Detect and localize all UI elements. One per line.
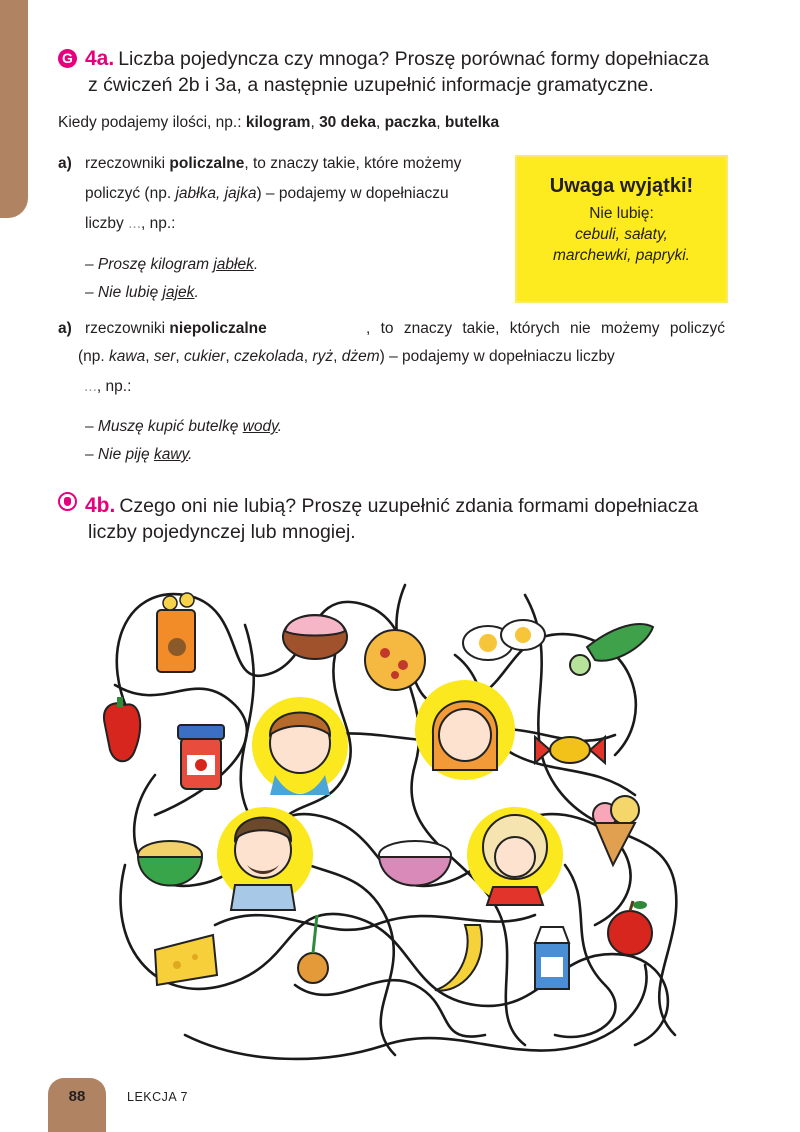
- exercise-instruction: Liczba pojedyncza czy mnoga? Proszę porównać formy dopełniacza: [118, 48, 709, 70]
- example-line: – Nie piję kawy.: [85, 446, 193, 463]
- item-cukier: cukier: [184, 348, 226, 365]
- girl-character: [415, 680, 515, 780]
- countable-rule: [85, 149, 505, 239]
- note-title: Uwaga wyjątki!: [549, 175, 694, 197]
- example-line: – Proszę kilogram jabłek.: [85, 256, 259, 273]
- cheese-icon: [155, 935, 217, 985]
- rule-text: rzeczowniki: [85, 155, 170, 172]
- example-underlined: wody: [242, 418, 278, 435]
- chips-icon: [157, 593, 195, 672]
- apple-icon: [608, 901, 652, 955]
- exercise-instruction: Czego oni nie lubią? Proszę uzupełnić zdania formami dopełniacza: [119, 495, 699, 517]
- rule-text: liczby: [85, 215, 129, 232]
- lesson-label: LEKCJA 7: [127, 1090, 188, 1104]
- example-underlined: jajek: [162, 284, 195, 301]
- rule-text: ) – podajemy w dopełniaczu liczby: [379, 348, 615, 365]
- example-line: – Muszę kupić butelkę wody.: [85, 418, 283, 435]
- exceptions-note: [515, 155, 728, 303]
- intro-label: Kiedy podajemy ilości, np.:: [58, 114, 246, 131]
- cucumber-icon: [570, 624, 653, 675]
- rule-text: , to znaczy takie, których nie możemy policzyć: [365, 320, 725, 337]
- rule-text: rzeczowniki: [85, 320, 170, 337]
- donut-icon: [283, 615, 347, 659]
- exercise-4b-header: [58, 492, 738, 545]
- rule-text: ) – podajemy w dopełniaczu: [256, 185, 449, 202]
- ice-cream-icon: [593, 796, 639, 865]
- item-dzem: dżem: [341, 348, 380, 365]
- banana-icon: [435, 925, 482, 991]
- item-kawa: kawa: [109, 348, 146, 365]
- unit-butelka: butelka: [444, 114, 500, 131]
- exercise-instruction-line2: liczby pojedynczej lub mnogiej.: [88, 521, 356, 543]
- note-line: cebuli, sałaty,: [575, 226, 668, 243]
- grandma-character: [467, 807, 563, 905]
- example-line: – Nie lubię jajek.: [85, 284, 199, 301]
- item-czekolada: czekolada: [233, 348, 304, 365]
- grammar-icon: G: [58, 49, 77, 68]
- note-line: marchewki, papryki.: [553, 247, 690, 264]
- milk-carton-icon: [535, 927, 569, 989]
- man-character: [217, 807, 313, 910]
- example-underlined: kawy: [153, 446, 189, 463]
- answer-gap[interactable]: ...: [84, 378, 97, 395]
- rule-bold: niepoliczalne: [169, 320, 267, 337]
- pizza-icon: [365, 630, 425, 690]
- jam-jar-icon: [178, 725, 224, 789]
- exercise-instruction-line2: z ćwiczeń 2b i 3a, a następnie uzupełnić informacje gramatyczne.: [88, 74, 654, 96]
- rice-bowl-icon: [379, 841, 451, 886]
- pepper-icon: [104, 697, 140, 761]
- example-underlined: jabłek: [213, 256, 254, 273]
- item-ser: ser: [153, 348, 176, 365]
- exercise-number: 4b.: [85, 494, 116, 517]
- section-letter-b: a): [58, 320, 72, 337]
- pasta-bowl-icon: [138, 841, 202, 886]
- countable-examples: [85, 251, 258, 307]
- uncountable-examples: [85, 413, 282, 469]
- unit-kilogram: kilogram: [245, 114, 311, 131]
- rule-bold: policzalne: [169, 155, 245, 172]
- speaking-icon: [58, 492, 77, 511]
- unit-deka: 30 deka: [319, 114, 376, 131]
- uncountable-rule: [85, 314, 725, 344]
- note-line: Nie lubię:: [589, 205, 654, 222]
- rule-example: jabłka, jajka: [175, 185, 257, 202]
- rule-text: (np.: [78, 348, 110, 365]
- side-tab: [0, 0, 28, 218]
- exercise-4a-header: [58, 46, 738, 98]
- uncountable-rule-line2: (np. kawa, ser, cukier, czekolada, ryż, dżem) – podajemy w dopełniaczu liczby ..., np.:: [78, 348, 615, 395]
- section-letter-a: a): [58, 155, 72, 172]
- rule-text: policzyć (np.: [85, 185, 176, 202]
- rule-text: , np.:: [96, 378, 132, 395]
- boy-character: [252, 697, 348, 795]
- item-ryz: ryż: [312, 348, 334, 365]
- answer-gap[interactable]: ...: [128, 215, 141, 232]
- eggs-icon: [463, 620, 545, 660]
- rule-text: , to znaczy takie, które możemy: [244, 155, 462, 172]
- exercise-number: 4a.: [85, 47, 115, 70]
- page-number: 88: [68, 1088, 86, 1105]
- rule-text: , np.:: [141, 215, 176, 232]
- intro-text: Kiedy podajemy ilości, np.: kilogram, 30 deka, paczka, butelka: [58, 114, 500, 131]
- unit-paczka: paczka: [384, 114, 437, 131]
- food-maze-illustration: [95, 565, 695, 1070]
- page-number-tab: [48, 1078, 106, 1132]
